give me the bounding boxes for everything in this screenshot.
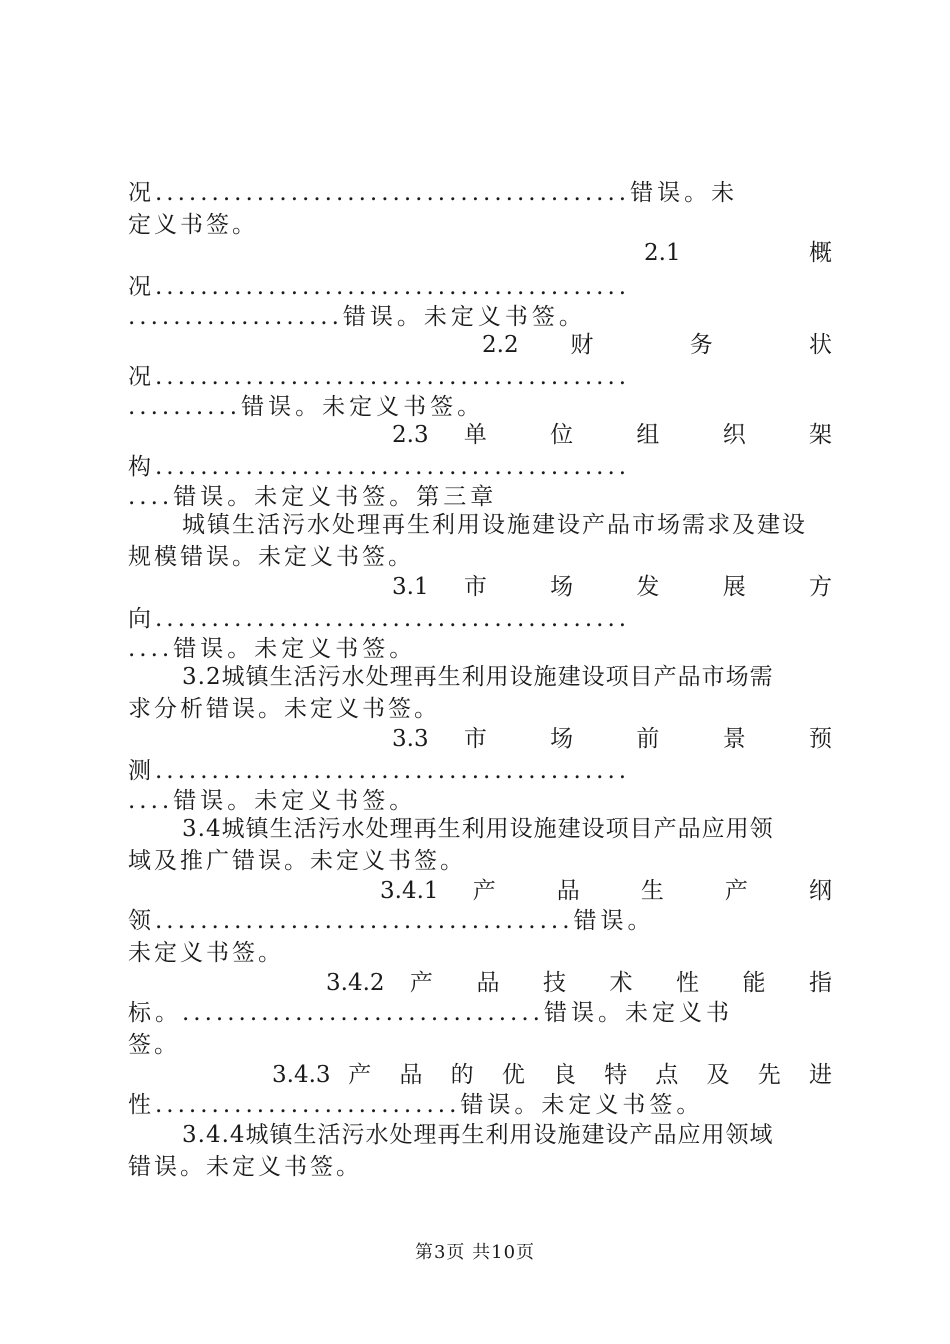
toc-line: 错误。未定义书签。 bbox=[128, 1154, 362, 1180]
toc-line: 领.....................................错误。 bbox=[128, 908, 655, 934]
toc-line: 向.......................................... bbox=[128, 606, 631, 632]
page-footer: 第3页 共10页 bbox=[414, 1242, 536, 1263]
toc-heading-3-1 bbox=[392, 572, 832, 602]
toc-heading-text: 3.1 市 场 发 展 方 bbox=[392, 574, 832, 600]
toc-heading-text: 3.4.1 产 品 生 产 纲 bbox=[380, 878, 832, 904]
toc-heading-3-3 bbox=[392, 724, 832, 754]
toc-line: 况.......................................... bbox=[128, 274, 631, 300]
toc-line: 求分析错误。未定义书签。 bbox=[128, 696, 440, 722]
toc-line: 标。................................错误。未定义书 bbox=[128, 1000, 733, 1026]
toc-line: ...................错误。未定义书签。 bbox=[128, 304, 586, 330]
toc-heading-text: 2.3 单 位 组 织 架 bbox=[392, 422, 832, 448]
toc-line: ....错误。未定义书签。第三章 bbox=[128, 484, 498, 510]
toc-heading-text: 2.2 财 务 状 bbox=[482, 332, 832, 358]
toc-heading-3-4-3 bbox=[272, 1060, 832, 1090]
toc-heading-3-4-2 bbox=[326, 968, 832, 998]
toc-line: 构.......................................... bbox=[128, 454, 631, 480]
toc-chapter-3-title: 城镇生活污水处理再生利用设施建设产品市场需求及建设 bbox=[182, 512, 807, 538]
toc-line: 定义书签。 bbox=[128, 212, 258, 238]
toc-heading-2-2 bbox=[482, 330, 832, 360]
toc-line: ..........错误。未定义书签。 bbox=[128, 394, 485, 420]
toc-heading-2-3 bbox=[392, 420, 832, 450]
toc-heading-3-4-1 bbox=[380, 876, 832, 906]
toc-line: 性...........................错误。未定义书签。 bbox=[128, 1092, 704, 1118]
toc-line: ....错误。未定义书签。 bbox=[128, 636, 417, 662]
toc-heading-3-4: 3.4城镇生活污水处理再生利用设施建设项目产品应用领 bbox=[182, 816, 774, 842]
toc-heading-3-2: 3.2城镇生活污水处理再生利用设施建设项目产品市场需 bbox=[182, 664, 774, 690]
toc-line: 未定义书签。 bbox=[128, 940, 284, 966]
toc-line: 签。 bbox=[128, 1032, 180, 1058]
toc-heading-text: 2.1 概 bbox=[644, 240, 832, 266]
toc-line: 测.......................................... bbox=[128, 758, 631, 784]
toc-heading-text: 3.3 市 场 前 景 预 bbox=[392, 726, 832, 752]
toc-heading-text: 3.4.3 产 品 的 优 良 特 点 及 先 进 bbox=[272, 1062, 832, 1088]
toc-line: 规模错误。未定义书签。 bbox=[128, 544, 414, 570]
toc-line: 况..........................................错误。未 bbox=[128, 180, 739, 206]
toc-line: ....错误。未定义书签。 bbox=[128, 788, 417, 814]
toc-heading-2-1 bbox=[644, 238, 832, 268]
toc-heading-3-4-4: 3.4.4城镇生活污水处理再生利用设施建设产品应用领域 bbox=[182, 1122, 774, 1148]
toc-heading-text: 3.4.2 产 品 技 术 性 能 指 bbox=[326, 970, 832, 996]
toc-line: 域及推广错误。未定义书签。 bbox=[128, 848, 466, 874]
toc-line: 况.......................................... bbox=[128, 364, 631, 390]
